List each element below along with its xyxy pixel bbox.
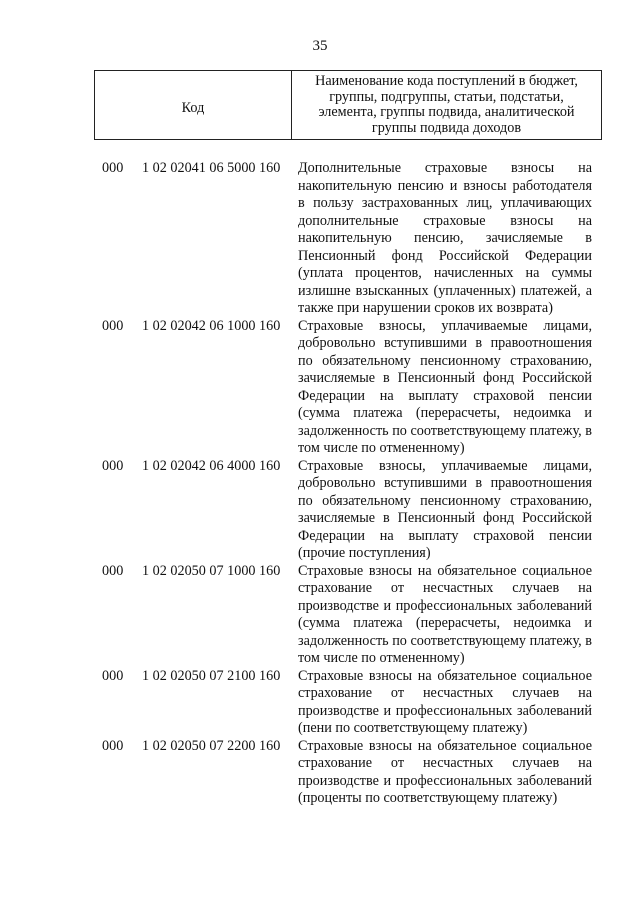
admin-code: 000 [102, 667, 124, 684]
table-row [0, 160, 640, 318]
header-name-line: группы, подгруппы, статьи, подстатьи, [329, 88, 564, 105]
admin-code: 000 [102, 317, 124, 334]
header-name-label [292, 71, 601, 139]
table-row [0, 738, 640, 808]
income-name: Страховые взносы на обязательное социальное страхование от несчастных случаев на производстве и профессиональных заболеваний (проценты по соответствующему платежу) [298, 737, 592, 806]
table-row [0, 458, 640, 563]
income-code: 1 02 02042 06 1000 160 [142, 317, 281, 334]
header-name-line: группы подвида доходов [371, 119, 522, 136]
page-number: 35 [312, 38, 328, 54]
table-header [94, 70, 602, 140]
income-name: Дополнительные страховые взносы на накопительную пенсию и взносы работодателя в пользу застрахованных лиц, уплачивающих дополнительные страховые взносы на накопительную пенсию, зачисляемые в Пенсионный фонд Российской Федерации (уплата процентов, начисленных на суммы излишне взысканных (уплаченных) платежей, а также при нарушении сроков их возврата) [298, 160, 592, 316]
income-code: 1 02 02050 07 2200 160 [142, 737, 281, 754]
income-code: 1 02 02050 07 2100 160 [142, 667, 281, 684]
income-name: Страховые взносы, уплачиваемые лицами, добровольно вступившими в правоотношения по обязательному пенсионному страхованию, зачисляемые в Пенсионный фонд Российской Федерации на выплату страховой пенсии (прочие поступления) [298, 457, 592, 561]
admin-code: 000 [102, 562, 124, 579]
income-name: Страховые взносы на обязательное социальное страхование от несчастных случаев на производстве и профессиональных заболеваний (пени по соответствующему платежу) [298, 667, 592, 736]
table-row [0, 563, 640, 668]
admin-code: 000 [102, 160, 124, 176]
table-row [0, 668, 640, 738]
income-name: Страховые взносы, уплачиваемые лицами, добровольно вступившими в правоотношения по обязательному пенсионному страхованию, зачисляемые в Пенсионный фонд Российской Федерации на выплату страховой пенсии (сумма платежа (перерасчеты, недоимка и задолженность по соответствующему платежу, в том числе по отмененному) [298, 317, 592, 456]
admin-code: 000 [102, 457, 124, 474]
income-code: 1 02 02042 06 4000 160 [142, 457, 281, 474]
header-name-line: элемента, группы подвида, аналитической [318, 104, 575, 120]
header-name-line: Наименование кода поступлений в бюджет, [315, 73, 578, 89]
income-code: 1 02 02041 06 5000 160 [142, 160, 281, 176]
income-code: 1 02 02050 07 1000 160 [142, 562, 281, 579]
income-name: Страховые взносы на обязательное социальное страхование от несчастных случаев на производстве и профессиональных заболеваний (сумма платежа (перерасчеты, недоимка и задолженность по соответствующему платежу, в том числе по отмененному) [298, 562, 592, 666]
income-codes-list [0, 160, 640, 808]
table-row [0, 318, 640, 458]
admin-code: 000 [102, 737, 124, 754]
header-code-label: Код [95, 71, 292, 139]
